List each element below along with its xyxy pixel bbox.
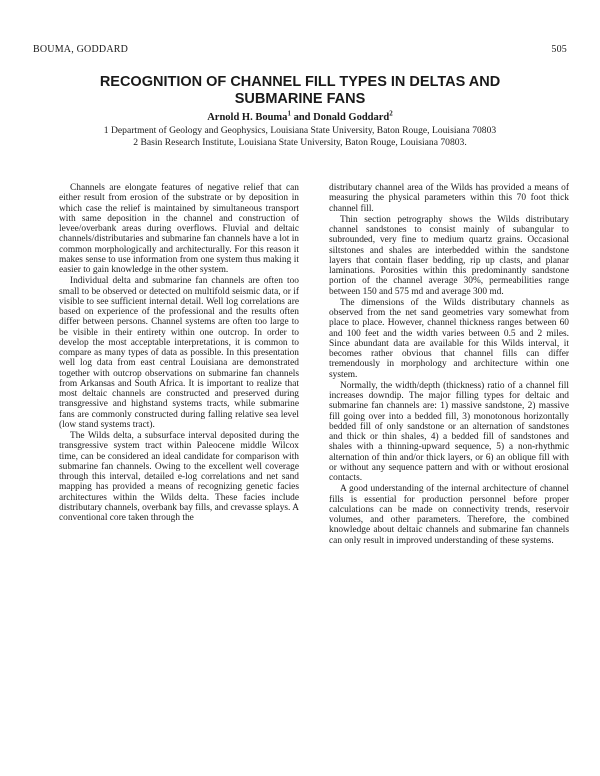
affiliation-2: 2 Basin Research Institute, Louisiana State University, Baton Rouge, Louisiana 70803. [133,136,467,148]
running-header-authors: BOUMA, GODDARD [33,44,129,55]
paragraph-continued: distributary channel area of the Wilds has provided a means of measuring the physical parameters within this 70 foot thick channel fill. [329,183,569,214]
left-column [59,183,299,547]
author-1-affil-mark: 1 [287,109,291,118]
affiliations [60,125,540,148]
right-column [329,183,569,547]
body-columns [59,183,569,547]
paragraph: The dimensions of the Wilds distributary channels as observed from the net sand geometries vary somewhat from place to place. However, channel thickness ranges between 60 and 100 feet and the width varies between 0.5 and 2 miles. Since abundant data are available for this Wilds interval, it becomes rather obvious that channel fills can differ tremendously in morphology and architecture within one system. [329,297,569,380]
paragraph: Normally, the width/depth (thickness) ratio of a channel fill increases downdip. The major filling types for deltaic and submarine fan channels are: 1) massive sandstone, 2) massive fill going over into a bedded fill, 3) monotonous horizontally bedded fill of only sandstone or an alternation of sandstones and thick or thin shales, 4) a bedded fill of sandstones and shales with a thinning-upward sequence, 5) a non-rhythmic alternation of thin and/or thick layers, or 6) an oblique fill with or without any sequence pattern and with or without erosional contacts. [329,380,569,483]
affiliation-1: 1 Department of Geology and Geophysics, Louisiana State University, Baton Rouge, Louisiana 70803 [103,125,497,136]
running-header [33,44,567,55]
paragraph: Thin section petrography shows the Wilds distributary channel sandstones to consist mainly of subangular to subrounded, very fine to medium quartz grains. Occasional siltstones and shales are interbedded within the sandstone layers that contain flaser bedding, rip up clasts, and planar laminations. Porosities within this predominantly sandstone portion of the channel average 30%, permeabilities range between 150 and 575 md and average 300 md. [329,214,569,297]
author-2: Donald Goddard [313,112,390,123]
author-1: Arnold H. Bouma [207,112,288,123]
paragraph: Channels are elongate features of negative relief that can either result from erosion of the substrate or by deposition in which case the relief is maintained by simultaneous transport with same deposition in the channel and construction of levee/overbank areas during overflows. Fluvial and deltaic channels/distributaries and submarine fan channels have a lot in common morphologically and architecturally. For this reason it makes sense to use information from one system thus making it easier to gain knowledge in the other system. [59,183,299,275]
paragraph: The Wilds delta, a subsurface interval deposited during the transgressive system tract within Paleocene middle Wilcox time, can be considered an ideal candidate for comparison with submarine fan channels. Owing to the excellent well coverage through this interval, detailed e-log correlations and net sand mapping has provided a means of recognizing genetic facies architectures within the Wilds delta. These facies include distributary channels, overbank bay fills, and crevasse splays. A conventional core taken through the [59,431,299,523]
author-2-affil-mark: 2 [389,109,393,118]
paragraph: A good understanding of the internal architecture of channel fills is essential for production personnel before proper calculations can be made on connectivity trends, reservoir volumes, and other parameters. Therefore, the combined knowledge about deltaic channels and submarine fan channels can only result in improved understanding of these systems. [329,484,569,546]
author-line [60,109,540,123]
page-number: 505 [551,44,567,55]
article-title: RECOGNITION OF CHANNEL FILL TYPES IN DELTAS AND SUBMARINE FANS [99,74,501,107]
paragraph: Individual delta and submarine fan channels are often too small to be observed or detected on multifold seismic data, or if visible to see sufficient internal detail. Well log correlations are based on experience of the professional and the results often differ between persons. Channel systems are often too large to be visible in their entirety within one outcrop. In order to develop the most acceptable interpretations, it is common to compare as many types of data as possible. In this presentation well log data from east central Louisiana are demonstrated together with outcrop observations on submarine fan channels from Arkansas and South Africa. It is important to realize that most deltaic channels are constructed and preserved during transgressive and highstand systems tracts, while submarine fans are commonly constructed during falling relative sea level (low stand systems tract). [59,276,299,430]
author-conjunction: and [290,112,314,123]
